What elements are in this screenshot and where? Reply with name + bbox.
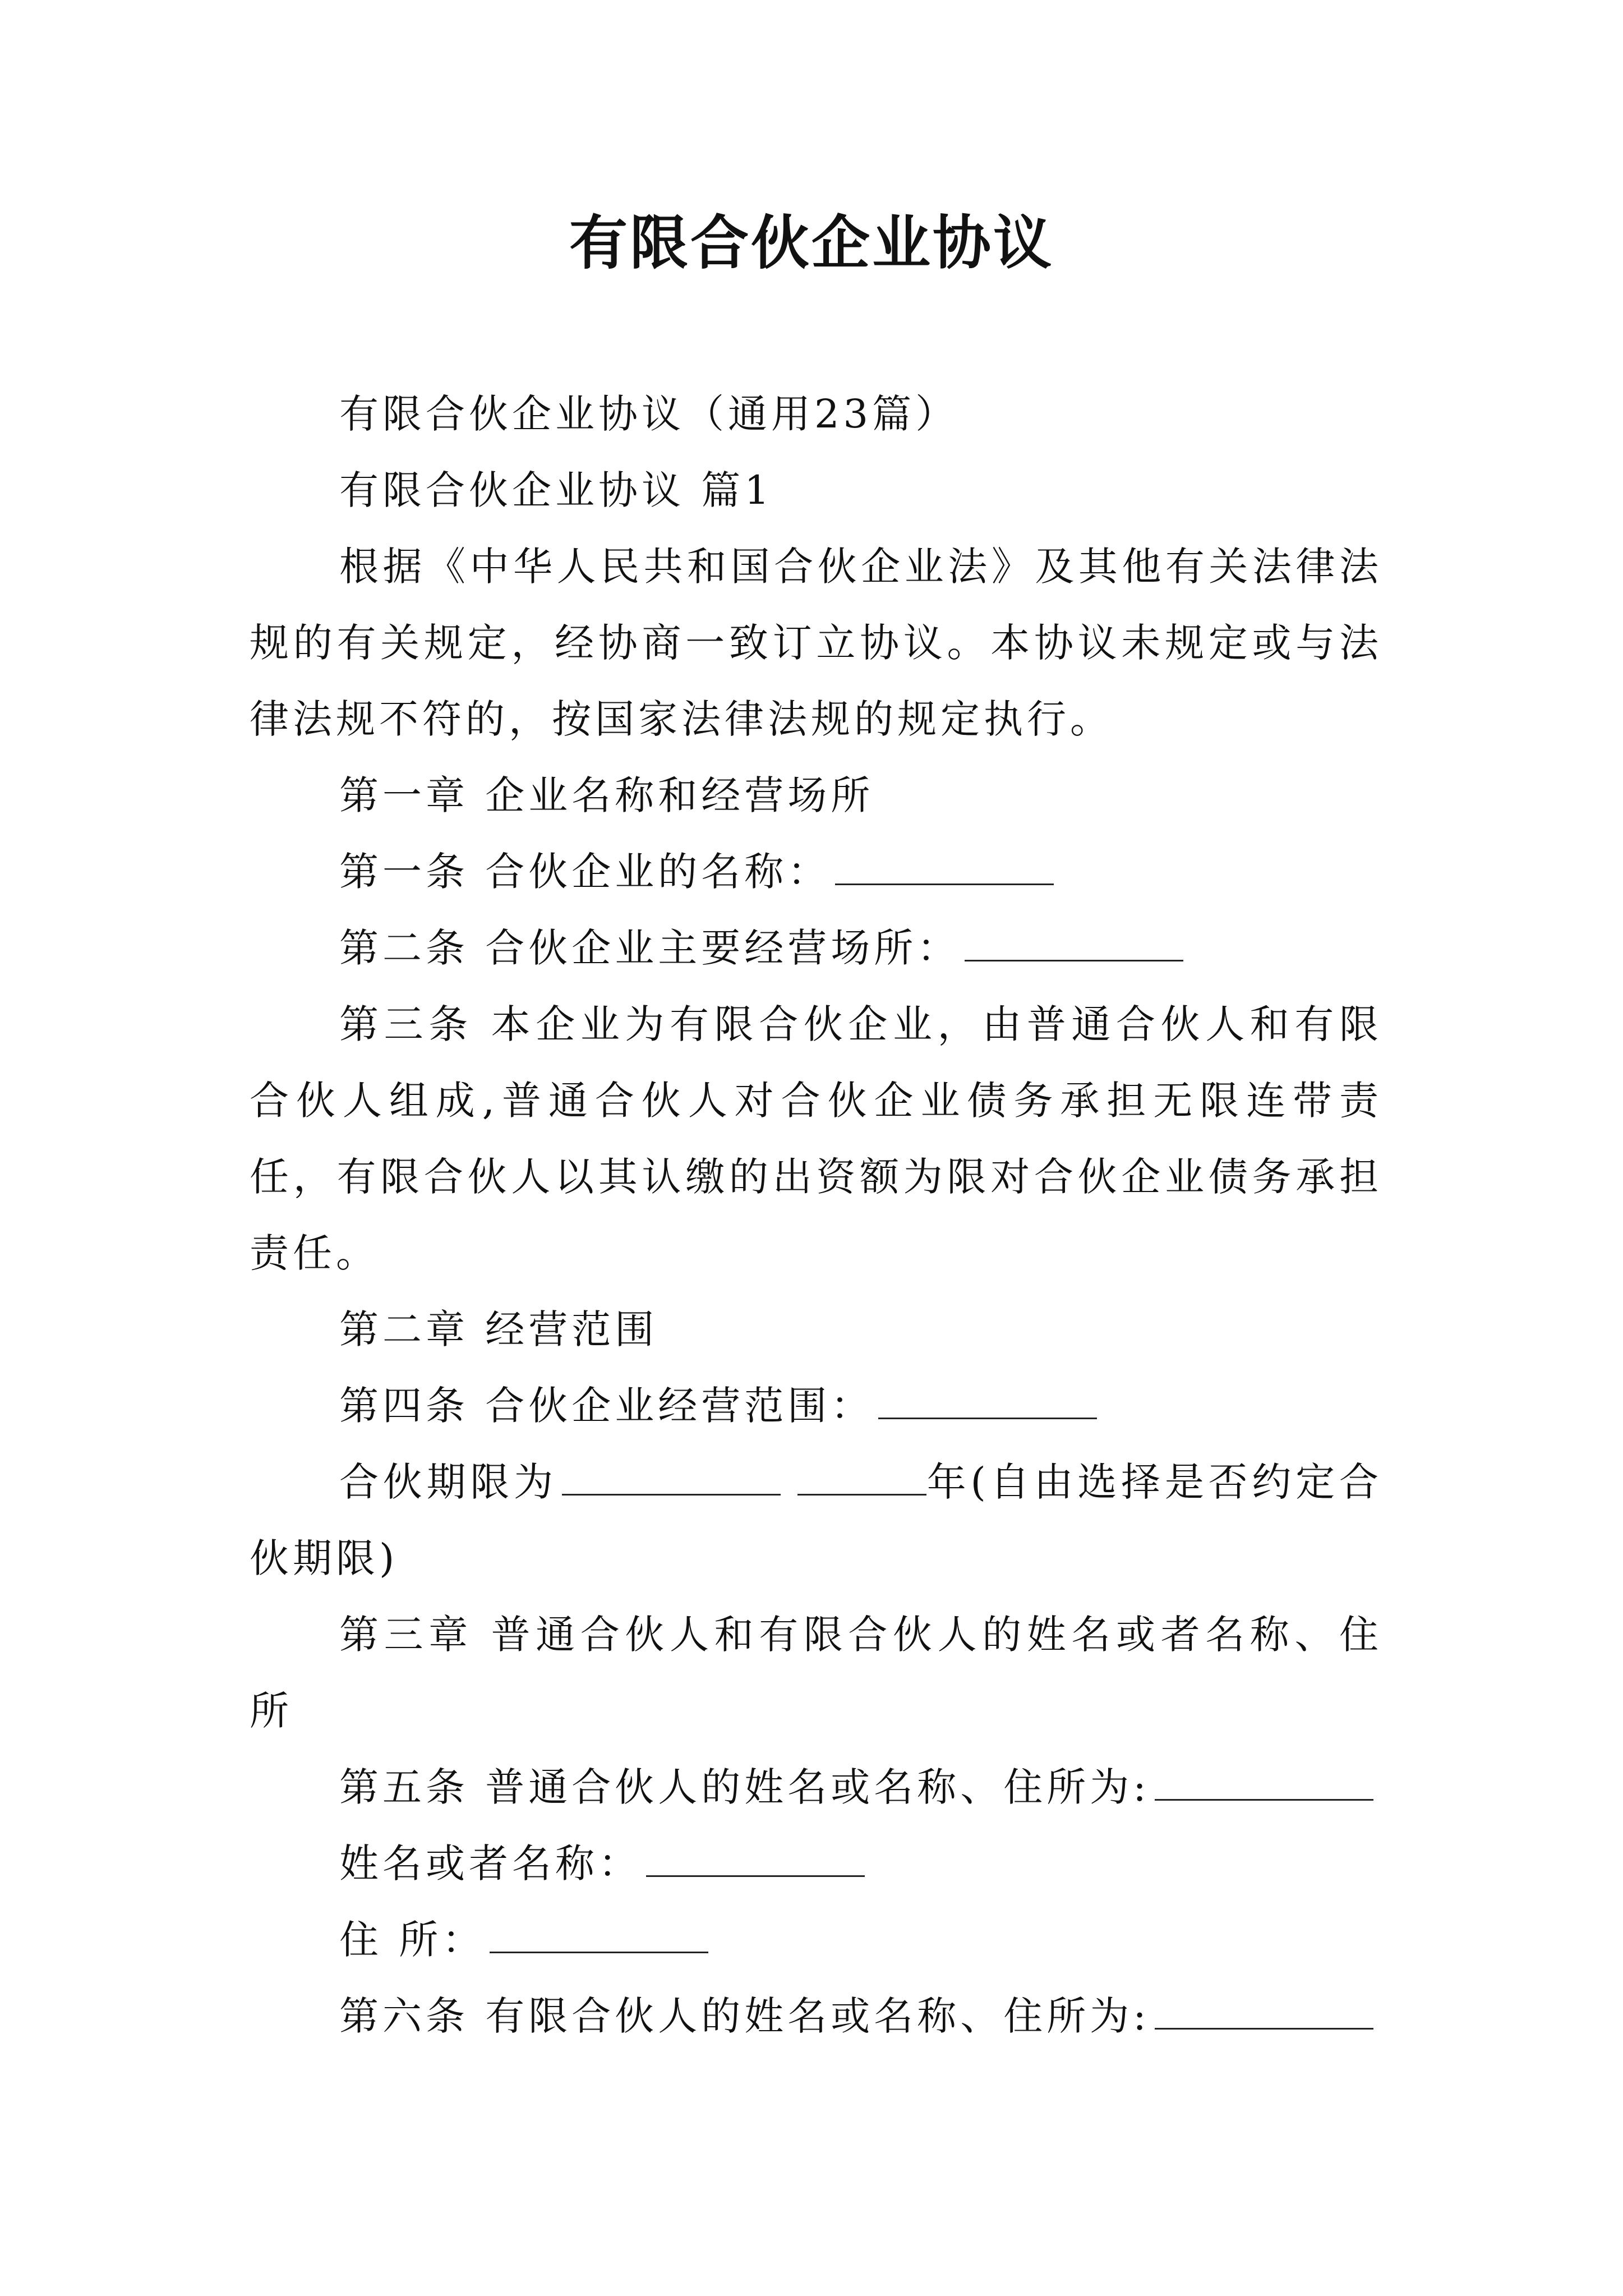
article-3: 第三条 本企业为有限合伙企业，由普通合伙人和有限合伙人组成,普通合伙人对合伙企业债务承担无限连带责任，有限合伙人以其认缴的出资额为限对合伙企业债务承担责任。 (250, 1001, 1382, 1276)
article-2-text: 第二条 合伙企业主要经营场所： (339, 925, 961, 971)
term-suffix: 年(自由选择是否约定合伙期限) (250, 1459, 1383, 1581)
blank-line (1155, 1989, 1373, 2030)
blank-line (562, 1455, 781, 1496)
article-4-text: 第四条 合伙企业经营范围： (339, 1383, 874, 1429)
article-1 (250, 834, 1382, 910)
article-2 (250, 910, 1382, 986)
document-subtitle: 有限合伙企业协议（通用23篇） (339, 391, 959, 437)
blank-line (878, 1378, 1097, 1419)
name-label: 姓名或者名称： (339, 1841, 642, 1887)
chapter-2-heading: 第二章 经营范围 (339, 1306, 658, 1352)
document-body (250, 376, 1382, 2054)
article-1-text: 第一条 合伙企业的名称： (339, 849, 831, 895)
blank-line (490, 1912, 708, 1953)
address-field (250, 1902, 1382, 1978)
blank-line (646, 1836, 865, 1877)
chapter-1-heading: 第一章 企业名称和经营场所 (339, 772, 874, 818)
blank-line (797, 1455, 926, 1496)
term-prefix: 合伙期限为 (339, 1459, 557, 1505)
article-6-text: 第六条 有限合伙人的姓名或名称、住所为: (339, 1993, 1150, 2039)
name-field (250, 1825, 1382, 1902)
section-heading: 有限合伙企业协议 篇1 (339, 467, 773, 513)
blank-line (965, 921, 1183, 961)
article-6 (250, 1978, 1382, 2054)
article-4 (250, 1368, 1382, 1444)
blank-line (835, 844, 1054, 885)
address-label: 住 所： (339, 1917, 486, 1963)
article-5-text: 第五条 普通合伙人的姓名或名称、住所为: (339, 1764, 1150, 1810)
blank-line (1155, 1760, 1373, 1801)
chapter-3-heading: 第三章 普通合伙人和有限合伙人的姓名或者名称、住所 (250, 1612, 1382, 1734)
article-5 (250, 1749, 1382, 1825)
document-title: 有限合伙企业协议 (569, 209, 1054, 277)
intro-paragraph: 根据《中华人民共和国合伙企业法》及其他有关法律法规的有关规定，经协商一致订立协议。本协议未规定或与法律法规不符的，按国家法律法规的规定执行。 (250, 544, 1382, 742)
term-clause (250, 1444, 1382, 1596)
